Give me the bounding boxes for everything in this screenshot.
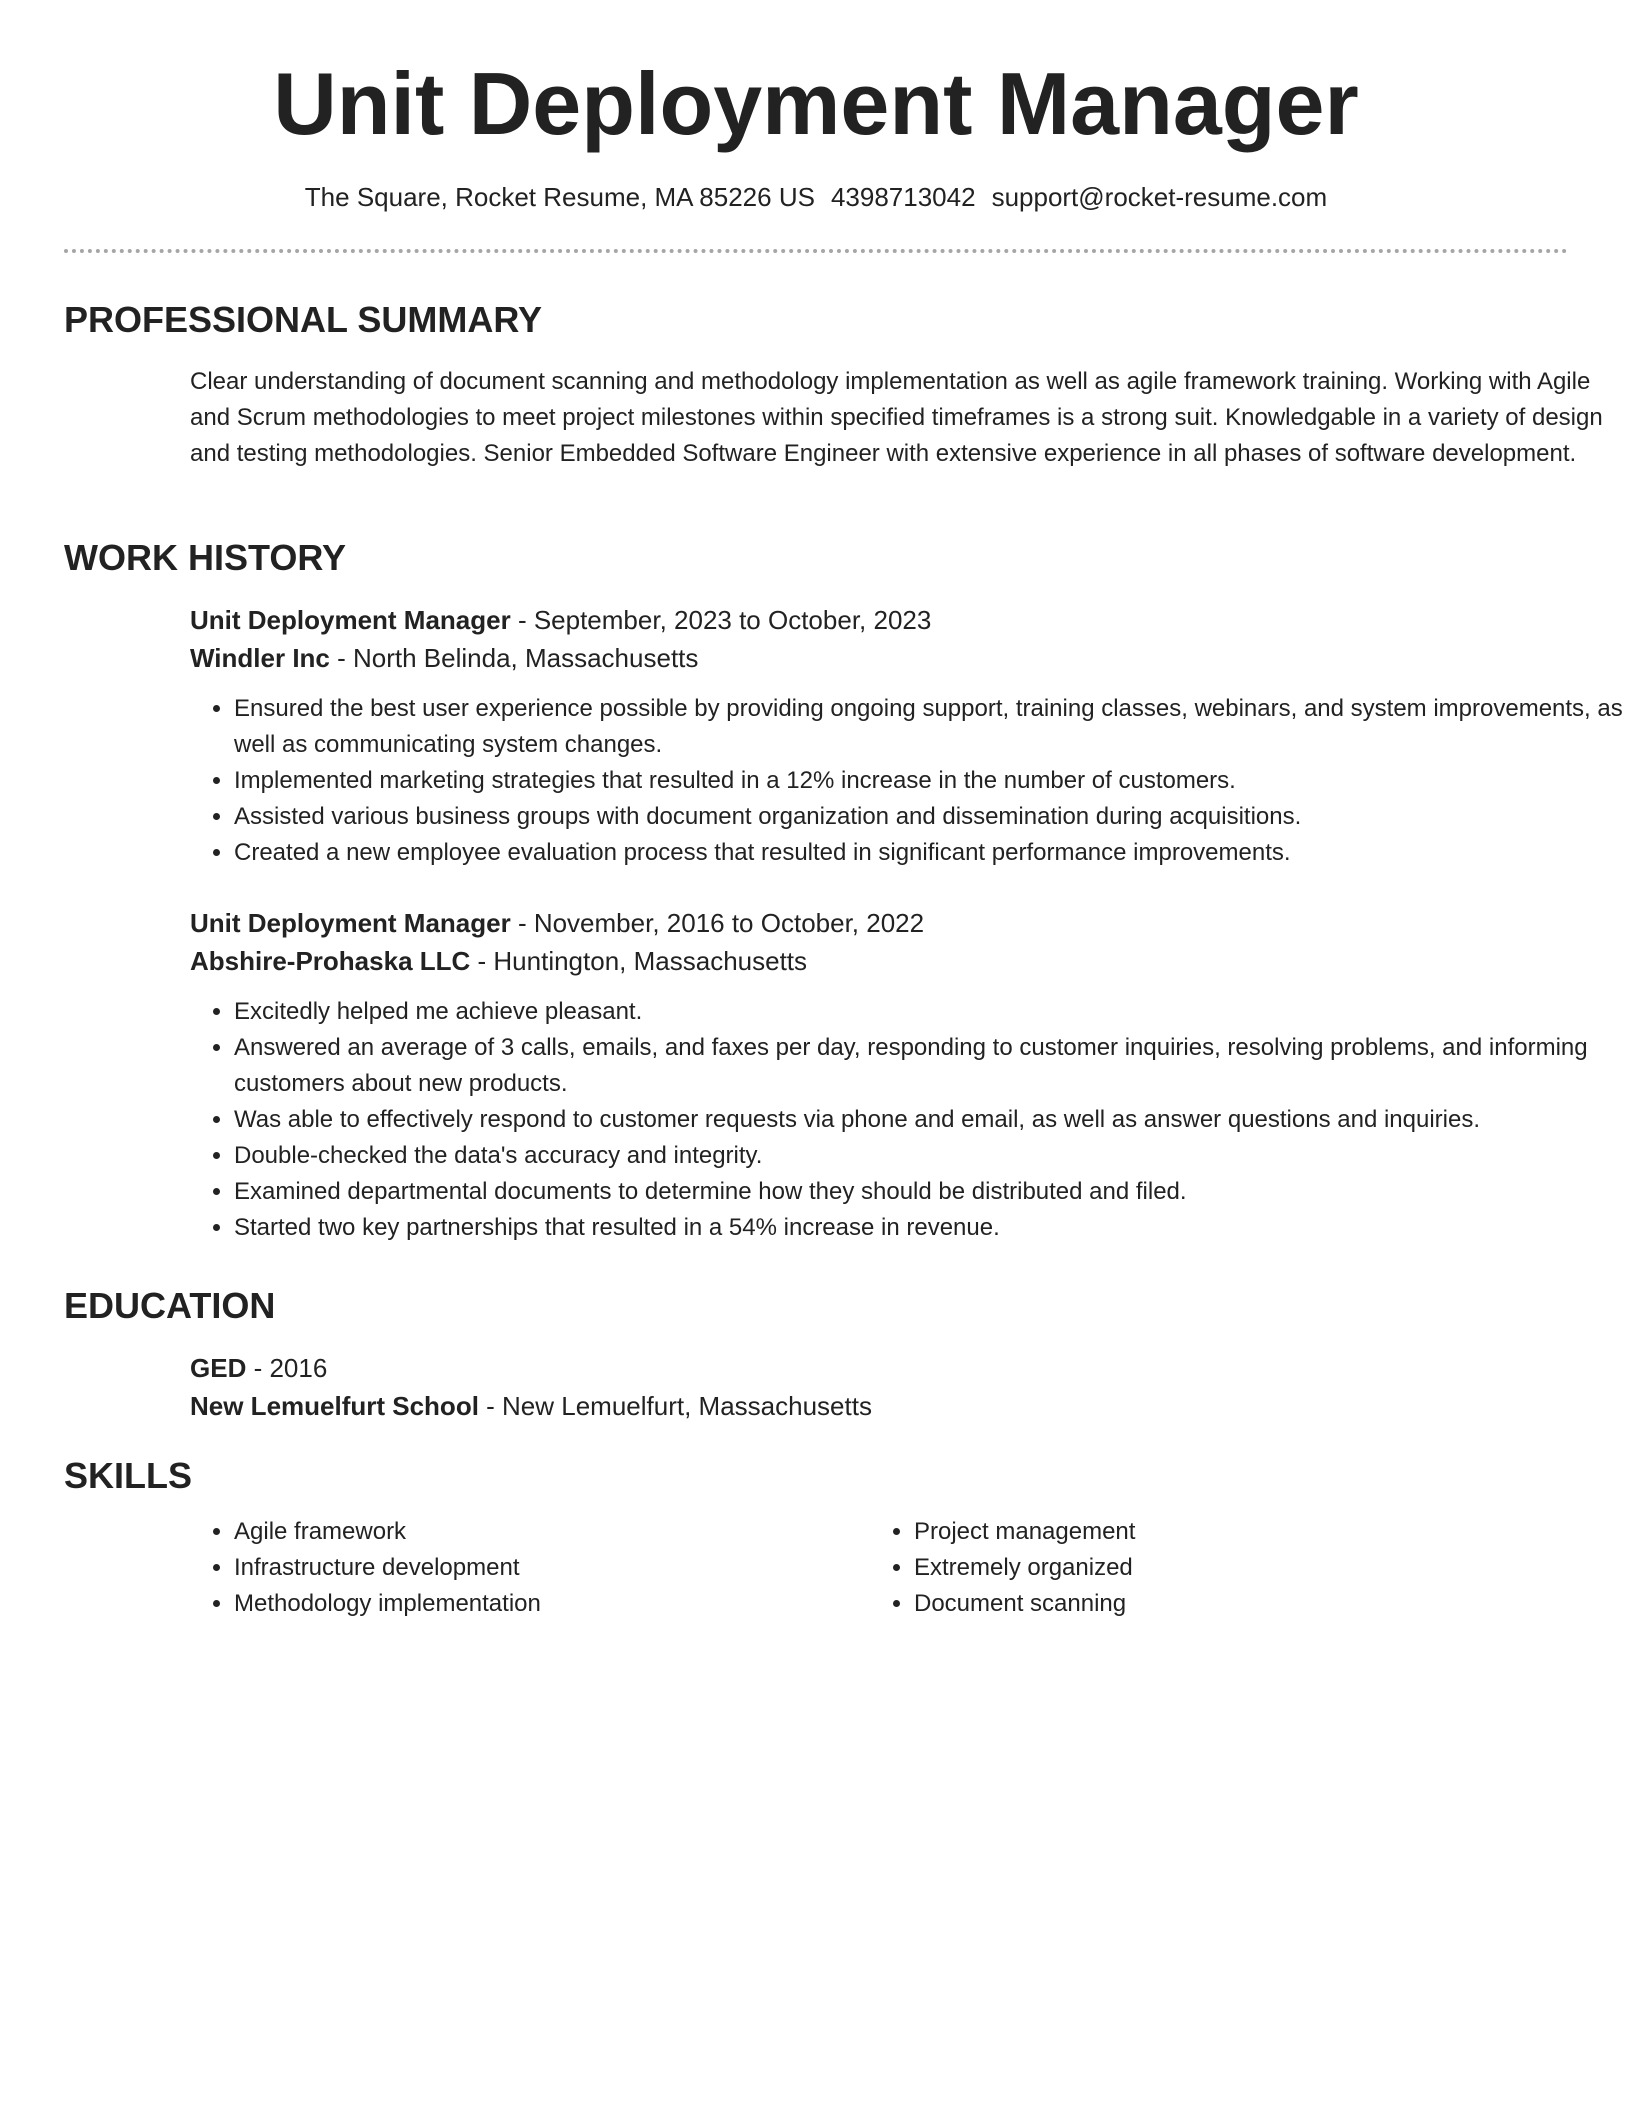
section-title-work-history: WORK HISTORY bbox=[64, 537, 347, 578]
job-company-line bbox=[190, 639, 1620, 677]
list-item: • Examined departmental documents to determine how they should be distributed and filed. bbox=[234, 1174, 1632, 1210]
resume-page bbox=[64, 0, 1623, 1617]
job-dates: - November, 2016 to October, 2022 bbox=[510, 908, 925, 938]
education-year: - 2016 bbox=[246, 1353, 328, 1383]
contact-line bbox=[64, 180, 1568, 214]
contact-phone: 4398713042 bbox=[830, 182, 976, 212]
education-degree: GED bbox=[190, 1353, 247, 1383]
candidate-name: Unit Deployment Manager bbox=[273, 54, 1359, 153]
education-school-line bbox=[190, 1387, 1620, 1425]
contact-address: The Square, Rocket Resume, MA 85226 US bbox=[304, 182, 815, 212]
skill-item: • Methodology implementation bbox=[234, 1586, 850, 1622]
job-location: - Huntington, Massachusetts bbox=[470, 946, 808, 976]
list-item: • Excitedly helped me achieve pleasant. bbox=[234, 994, 1632, 1030]
list-item: • Assisted various business groups with document organization and dissemination during acquisitions. bbox=[234, 799, 1632, 835]
header-divider bbox=[64, 249, 1568, 253]
skills-column-right bbox=[870, 1514, 1530, 1622]
job-bullets bbox=[190, 691, 1632, 871]
list-item: • Answered an average of 3 calls, emails, and faxes per day, responding to customer inquiries, resolving problems, and informing customers about new products. bbox=[234, 1030, 1632, 1102]
list-item: • Ensured the best user experience possible by providing ongoing support, training classes, webinars, and system improvements, as well as communicating system changes. bbox=[234, 691, 1632, 763]
section-title-summary: PROFESSIONAL SUMMARY bbox=[64, 299, 543, 340]
job-dates: - September, 2023 to October, 2023 bbox=[510, 605, 932, 635]
job-company: Abshire-Prohaska LLC bbox=[190, 946, 471, 976]
section-title-education: EDUCATION bbox=[64, 1285, 276, 1326]
list-item: • Created a new employee evaluation process that resulted in significant performance improvements. bbox=[234, 835, 1632, 871]
job-entry-1 bbox=[190, 601, 1623, 871]
job-title-line bbox=[190, 601, 1620, 639]
skills-list-left bbox=[190, 1514, 850, 1622]
education-degree-line bbox=[190, 1349, 1620, 1387]
skills-list-right bbox=[870, 1514, 1530, 1622]
skill-item: • Agile framework bbox=[234, 1514, 850, 1550]
job-role: Unit Deployment Manager bbox=[190, 908, 511, 938]
list-item: • Implemented marketing strategies that resulted in a 12% increase in the number of customers. bbox=[234, 763, 1632, 799]
education-school: New Lemuelfurt School bbox=[190, 1391, 479, 1421]
job-location: - North Belinda, Massachusetts bbox=[329, 643, 699, 673]
job-bullets bbox=[190, 994, 1632, 1246]
section-title-skills: SKILLS bbox=[64, 1455, 193, 1496]
summary-text: Clear understanding of document scanning and methodology implementation as well as agile framework training. Working with Agile and Scrum methodologies to meet project milestones within specified timeframes is a strong suit. Knowledgable in a variety of design and testing methodologies. Senior Embedded Software Engineer with extensive experience in all phases of software development. bbox=[190, 368, 1603, 467]
skills-column-left bbox=[190, 1514, 850, 1622]
contact-email: support@rocket-resume.com bbox=[991, 182, 1328, 212]
job-role: Unit Deployment Manager bbox=[190, 605, 511, 635]
skill-item: • Infrastructure development bbox=[234, 1550, 850, 1586]
job-entry-2 bbox=[190, 904, 1620, 1246]
education-entry bbox=[190, 1349, 1620, 1425]
list-item: • Started two key partnerships that resulted in a 54% increase in revenue. bbox=[234, 1210, 1632, 1246]
list-item: • Was able to effectively respond to customer requests via phone and email, as well as answer questions and inquiries. bbox=[234, 1102, 1632, 1138]
skill-item: • Extremely organized bbox=[914, 1550, 1530, 1586]
job-company: Windler Inc bbox=[190, 643, 330, 673]
list-item: • Double-checked the data's accuracy and integrity. bbox=[234, 1138, 1632, 1174]
skill-item: • Document scanning bbox=[914, 1586, 1530, 1622]
education-location: - New Lemuelfurt, Massachusetts bbox=[478, 1391, 872, 1421]
job-title-line bbox=[190, 904, 1620, 942]
skill-item: • Project management bbox=[914, 1514, 1530, 1550]
job-company-line bbox=[190, 942, 1620, 980]
